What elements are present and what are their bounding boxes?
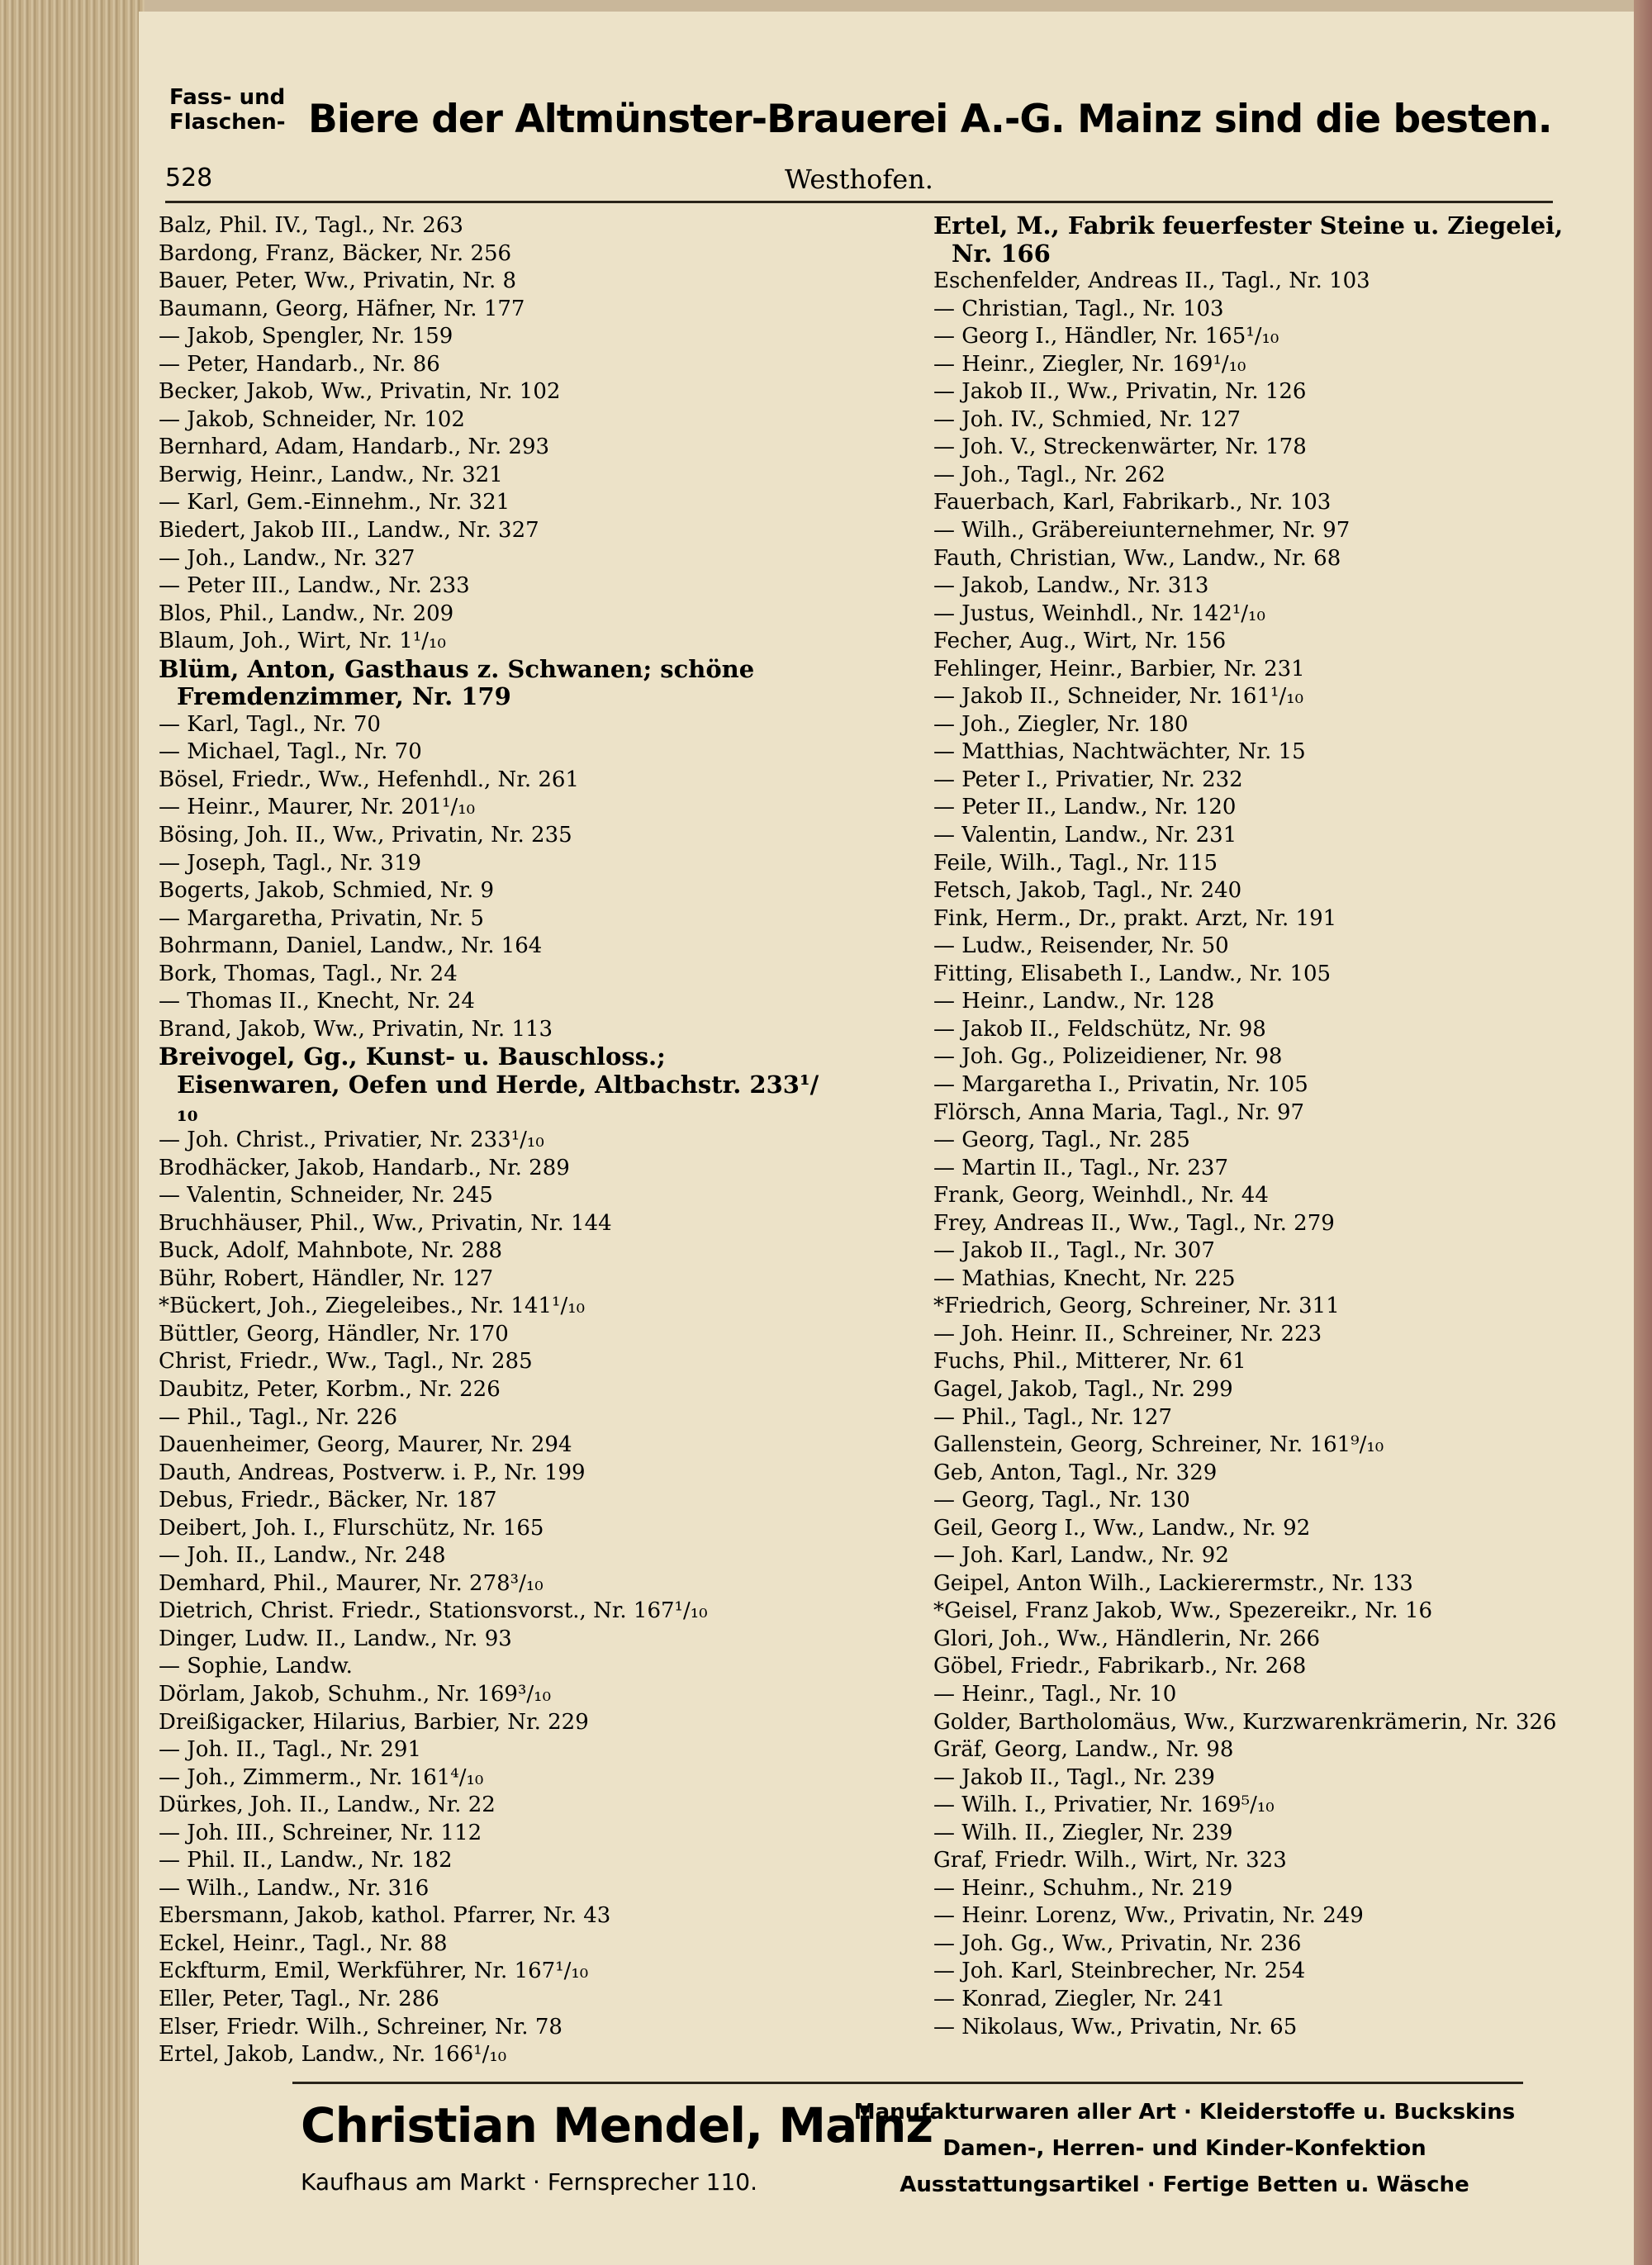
ad-bottom-products [842, 2094, 1527, 2203]
list-item: — Justus, Weinhdl., Nr. 142¹/₁₀ [933, 601, 1265, 626]
list-item: — Joh. Karl, Steinbrecher, Nr. 254 [933, 1959, 1306, 1984]
list-item: — Jakob, Schneider, Nr. 102 [159, 406, 465, 432]
list-item: Dreißigacker, Hilarius, Barbier, Nr. 229 [159, 1709, 589, 1735]
list-item: — Joh., Tagl., Nr. 262 [933, 462, 1165, 487]
list-item: *Friedrich, Georg, Schreiner, Nr. 311 [933, 1294, 1340, 1319]
list-item: — Joh. V., Streckenwärter, Nr. 178 [933, 434, 1307, 460]
header-rule [165, 201, 1553, 203]
list-item: — Valentin, Landw., Nr. 231 [933, 823, 1237, 848]
list-item: — Karl, Tagl., Nr. 70 [159, 711, 381, 737]
list-item: Eschenfelder, Andreas II., Tagl., Nr. 103 [933, 268, 1370, 294]
list-item: Bauer, Peter, Ww., Privatin, Nr. 8 [159, 268, 517, 294]
list-item: — Joh., Zimmerm., Nr. 161⁴/₁₀ [159, 1764, 484, 1790]
list-item: — Sophie, Landw. [159, 1654, 353, 1679]
list-item-featured: Ertel, M., Fabrik feuerfester Steine u. Ziegelei, Nr. 166 [933, 211, 1564, 268]
list-item: Bork, Thomas, Tagl., Nr. 24 [159, 961, 458, 986]
list-item: — Wilh., Landw., Nr. 316 [159, 1875, 430, 1901]
right-column [933, 212, 1594, 2041]
list-item: — Joh., Landw., Nr. 327 [159, 545, 415, 571]
page-number: 528 [165, 164, 213, 192]
list-item: Bogerts, Jakob, Schmied, Nr. 9 [159, 878, 495, 904]
list-item: Buck, Adolf, Mahnbote, Nr. 288 [159, 1238, 503, 1264]
list-item: — Peter, Handarb., Nr. 86 [159, 351, 440, 377]
ad-bottom-line2: Damen-, Herren- und Kinder-Konfektion [942, 2136, 1427, 2161]
book-page-edges [0, 0, 145, 2265]
list-item: — Martin II., Tagl., Nr. 237 [933, 1155, 1228, 1180]
list-item: Geil, Georg I., Ww., Landw., Nr. 92 [933, 1515, 1311, 1541]
advertisement-bottom [292, 2082, 1523, 2212]
list-item: Geb, Anton, Tagl., Nr. 329 [933, 1460, 1218, 1485]
list-item: Dietrich, Christ. Friedr., Stationsvorst., Nr. 167¹/₁₀ [159, 1598, 708, 1624]
list-item: Becker, Jakob, Ww., Privatin, Nr. 102 [159, 379, 561, 405]
list-item: — Joh., Ziegler, Nr. 180 [933, 711, 1189, 737]
list-item: — Peter III., Landw., Nr. 233 [159, 573, 470, 599]
list-item: — Valentin, Schneider, Nr. 245 [159, 1183, 493, 1208]
list-item: Dürkes, Joh. II., Landw., Nr. 22 [159, 1793, 496, 1818]
list-item: — Joh. Karl, Landw., Nr. 92 [933, 1543, 1229, 1569]
list-item: Dinger, Ludw. II., Landw., Nr. 93 [159, 1626, 512, 1651]
list-item: Blos, Phil., Landw., Nr. 209 [159, 601, 454, 626]
list-item: — Mathias, Knecht, Nr. 225 [933, 1265, 1236, 1291]
list-item: Demhard, Phil., Maurer, Nr. 278³/₁₀ [159, 1570, 544, 1596]
list-item: Gallenstein, Georg, Schreiner, Nr. 161⁹/₁₀ [933, 1432, 1384, 1458]
list-item: — Heinr. Lorenz, Ww., Privatin, Nr. 249 [933, 1903, 1364, 1929]
list-item: — Peter II., Landw., Nr. 120 [933, 795, 1237, 820]
list-item: — Phil., Tagl., Nr. 226 [159, 1404, 397, 1430]
list-item: Dauenheimer, Georg, Maurer, Nr. 294 [159, 1432, 572, 1458]
list-item: — Wilh. II., Ziegler, Nr. 239 [933, 1820, 1233, 1845]
list-item: — Joh. Gg., Ww., Privatin, Nr. 236 [933, 1930, 1302, 1956]
list-item: Bohrmann, Daniel, Landw., Nr. 164 [159, 933, 543, 959]
list-item: — Wilh., Gräbereiunternehmer, Nr. 97 [933, 518, 1351, 544]
page-header [165, 164, 1553, 203]
list-item: Göbel, Friedr., Fabrikarb., Nr. 268 [933, 1654, 1307, 1679]
list-item: Ertel, Jakob, Landw., Nr. 166¹/₁₀ [159, 2042, 507, 2068]
list-item: Bösel, Friedr., Ww., Hefenhdl., Nr. 261 [159, 767, 579, 792]
list-item: — Karl, Gem.-Einnehm., Nr. 321 [159, 490, 510, 515]
list-item: Fetsch, Jakob, Tagl., Nr. 240 [933, 878, 1242, 904]
list-item: Baumann, Georg, Häfner, Nr. 177 [159, 296, 525, 321]
list-item: — Peter I., Privatier, Nr. 232 [933, 767, 1243, 792]
list-item: Frank, Georg, Weinhdl., Nr. 44 [933, 1183, 1269, 1208]
page-title: Westhofen. [785, 164, 933, 195]
list-item: Fehlinger, Heinr., Barbier, Nr. 231 [933, 656, 1305, 681]
list-item: — Joh. Gg., Polizeidiener, Nr. 98 [933, 1044, 1283, 1070]
list-item: — Heinr., Landw., Nr. 128 [933, 989, 1215, 1014]
list-item: — Jakob, Spengler, Nr. 159 [159, 324, 453, 349]
list-item: — Konrad, Ziegler, Nr. 241 [933, 1987, 1226, 2011]
list-item: *Geisel, Franz Jakob, Ww., Spezereikr., Nr. 16 [933, 1598, 1433, 1624]
list-item: Büttler, Georg, Händler, Nr. 170 [159, 1321, 509, 1346]
list-item: Daubitz, Peter, Korbm., Nr. 226 [159, 1376, 501, 1402]
list-item: Dörlam, Jakob, Schuhm., Nr. 169³/₁₀ [159, 1681, 551, 1707]
list-item: Fauth, Christian, Ww., Landw., Nr. 68 [933, 545, 1341, 571]
ad-bottom-company: Christian Mendel, Mainz [301, 2097, 933, 2153]
list-item: Golder, Bartholomäus, Ww., Kurzwarenkrämerin, Nr. 326 [933, 1709, 1557, 1735]
list-item: Debus, Friedr., Bäcker, Nr. 187 [159, 1488, 497, 1513]
list-item: Eller, Peter, Tagl., Nr. 286 [159, 1987, 439, 2011]
list-item: — Jakob II., Tagl., Nr. 307 [933, 1238, 1215, 1264]
list-item: — Thomas II., Knecht, Nr. 24 [159, 989, 475, 1014]
list-item: — Christian, Tagl., Nr. 103 [933, 296, 1224, 321]
list-item: — Georg, Tagl., Nr. 130 [933, 1488, 1190, 1513]
list-item: Brodhäcker, Jakob, Handarb., Nr. 289 [159, 1155, 570, 1180]
list-item: — Jakob II., Feldschütz, Nr. 98 [933, 1016, 1266, 1042]
list-item: — Ludw., Reisender, Nr. 50 [933, 933, 1229, 959]
ad-top-small-text: Fass- und Flaschen- [169, 85, 286, 135]
list-item: Bruchhäuser, Phil., Ww., Privatin, Nr. 144 [159, 1210, 612, 1236]
ad-bottom-address: Kaufhaus am Markt · Fernsprecher 110. [301, 2168, 757, 2196]
list-item: Gräf, Georg, Landw., Nr. 98 [933, 1737, 1234, 1763]
list-item: — Joh. III., Schreiner, Nr. 112 [159, 1820, 482, 1845]
list-item: Bösing, Joh. II., Ww., Privatin, Nr. 235 [159, 823, 572, 848]
list-item: — Matthias, Nachtwächter, Nr. 15 [933, 739, 1306, 765]
list-item: — Joh. II., Landw., Nr. 248 [159, 1543, 446, 1569]
list-item: Dauth, Andreas, Postverw. i. P., Nr. 199 [159, 1460, 586, 1485]
list-item: Eckfturm, Emil, Werkführer, Nr. 167¹/₁₀ [159, 1959, 589, 1984]
list-item: — Heinr., Schuhm., Nr. 219 [933, 1875, 1233, 1901]
list-item: — Michael, Tagl., Nr. 70 [159, 739, 422, 765]
list-item: Blaum, Joh., Wirt, Nr. 1¹/₁₀ [159, 629, 446, 654]
list-item: — Joh. IV., Schmied, Nr. 127 [933, 406, 1241, 432]
list-item: Frey, Andreas II., Ww., Tagl., Nr. 279 [933, 1210, 1335, 1236]
list-item: Bernhard, Adam, Handarb., Nr. 293 [159, 434, 550, 460]
list-item: — Margaretha I., Privatin, Nr. 105 [933, 1071, 1308, 1097]
list-item: — Jakob II., Tagl., Nr. 239 [933, 1764, 1215, 1790]
list-item: — Phil., Tagl., Nr. 127 [933, 1404, 1172, 1430]
left-column [159, 212, 819, 2069]
list-item: Glori, Joh., Ww., Händlerin, Nr. 266 [933, 1626, 1321, 1651]
list-item: — Nikolaus, Ww., Privatin, Nr. 65 [933, 2014, 1298, 2039]
list-item: — Heinr., Ziegler, Nr. 169¹/₁₀ [933, 351, 1246, 377]
list-item: Feile, Wilh., Tagl., Nr. 115 [933, 850, 1218, 876]
list-item: — Wilh. I., Privatier, Nr. 169⁵/₁₀ [933, 1793, 1275, 1818]
list-item: — Jakob, Landw., Nr. 313 [933, 573, 1209, 599]
list-item: — Jakob II., Ww., Privatin, Nr. 126 [933, 379, 1307, 405]
list-item: — Heinr., Maurer, Nr. 201¹/₁₀ [159, 795, 476, 820]
list-item: Ebersmann, Jakob, kathol. Pfarrer, Nr. 43 [159, 1903, 611, 1929]
list-item: — Georg I., Händler, Nr. 165¹/₁₀ [933, 324, 1279, 349]
list-item: Fauerbach, Karl, Fabrikarb., Nr. 103 [933, 490, 1332, 515]
list-item: — Margaretha, Privatin, Nr. 5 [159, 905, 484, 931]
list-item: Fecher, Aug., Wirt, Nr. 156 [933, 629, 1227, 654]
list-item: Flörsch, Anna Maria, Tagl., Nr. 97 [933, 1099, 1305, 1125]
list-item-featured: Blüm, Anton, Gasthaus z. Schwanen; schöne Fremdenzimmer, Nr. 179 [159, 654, 755, 711]
list-item: — Joh. Christ., Privatier, Nr. 233¹/₁₀ [159, 1128, 544, 1153]
list-item: — Jakob II., Schneider, Nr. 161¹/₁₀ [933, 684, 1304, 710]
ad-bottom-line1: Manufakturwaren aller Art · Kleiderstoffe u. Buckskins [853, 2100, 1516, 2125]
list-item: Deibert, Joh. I., Flurschütz, Nr. 165 [159, 1515, 544, 1541]
list-item: Fink, Herm., Dr., prakt. Arzt, Nr. 191 [933, 905, 1337, 931]
book-edge-right [1634, 0, 1652, 2265]
list-item: — Heinr., Tagl., Nr. 10 [933, 1681, 1177, 1707]
list-item: Fuchs, Phil., Mitterer, Nr. 61 [933, 1349, 1246, 1375]
list-item: Graf, Friedr. Wilh., Wirt, Nr. 323 [933, 1848, 1287, 1873]
list-item: Eckel, Heinr., Tagl., Nr. 88 [159, 1930, 448, 1956]
list-item: Geipel, Anton Wilh., Lackierermstr., Nr. 133 [933, 1570, 1413, 1596]
advertisement-top [169, 78, 1574, 169]
list-item: Fitting, Elisabeth I., Landw., Nr. 105 [933, 961, 1332, 986]
list-item: Gagel, Jakob, Tagl., Nr. 299 [933, 1376, 1233, 1402]
list-item: Bardong, Franz, Bäcker, Nr. 256 [159, 240, 512, 266]
list-item: — Joseph, Tagl., Nr. 319 [159, 850, 422, 876]
list-item: Berwig, Heinr., Landw., Nr. 321 [159, 462, 503, 487]
ad-bottom-line3: Ausstattungsartikel · Fertige Betten u. Wäsche [900, 2172, 1469, 2197]
list-item: Biedert, Jakob III., Landw., Nr. 327 [159, 518, 539, 544]
ad-top-headline: Biere der Altmünster-Brauerei A.-G. Mainz sind die besten. [308, 97, 1552, 142]
list-item: — Joh. II., Tagl., Nr. 291 [159, 1737, 422, 1763]
list-item: — Georg, Tagl., Nr. 285 [933, 1128, 1190, 1153]
list-item: — Phil. II., Landw., Nr. 182 [159, 1848, 453, 1873]
list-item: *Bückert, Joh., Ziegeleibes., Nr. 141¹/₁₀ [159, 1294, 586, 1319]
list-item-featured: Breivogel, Gg., Kunst- u. Bauschloss.; Eisenwaren, Oefen und Herde, Altbachstr. 233¹/₁₀ [159, 1042, 819, 1127]
list-item: Christ, Friedr., Ww., Tagl., Nr. 285 [159, 1349, 533, 1375]
list-item: Balz, Phil. IV., Tagl., Nr. 263 [159, 213, 463, 238]
list-item: Brand, Jakob, Ww., Privatin, Nr. 113 [159, 1016, 553, 1042]
list-item: — Joh. Heinr. II., Schreiner, Nr. 223 [933, 1321, 1322, 1346]
list-item: Bühr, Robert, Händler, Nr. 127 [159, 1265, 494, 1291]
list-item: Elser, Friedr. Wilh., Schreiner, Nr. 78 [159, 2014, 563, 2039]
